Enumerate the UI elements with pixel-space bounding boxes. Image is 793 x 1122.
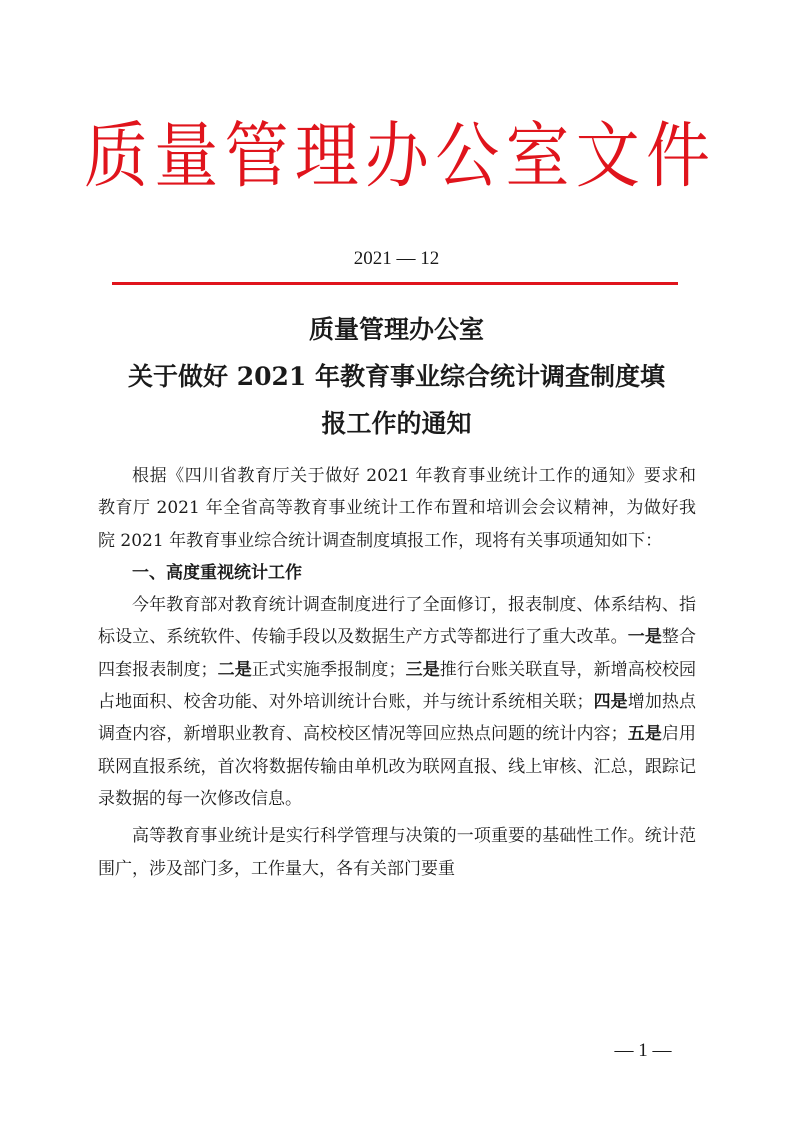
document-number: 2021 — 12 (353, 248, 440, 269)
masthead-char: 量 (154, 115, 219, 199)
keyword-4: 四是 (593, 692, 628, 713)
keyword-3: 三是 (405, 659, 440, 680)
red-divider (112, 282, 678, 285)
title-line-2: 关于做好 2021 年教育事业综合统计调查制度填 (128, 362, 665, 391)
masthead-char: 质 (84, 115, 148, 199)
masthead-char: 室 (505, 115, 570, 199)
masthead-char: 管 (224, 115, 289, 199)
paragraph-text: 正式实施季报制度； (251, 659, 406, 680)
masthead-char: 文 (575, 115, 640, 199)
masthead-char: 件 (646, 115, 710, 199)
reform-paragraph (98, 589, 696, 815)
paragraph-text: 整合四套报表制度； (98, 627, 697, 680)
masthead (84, 112, 710, 202)
keyword-5: 五是 (627, 724, 662, 745)
paragraph-text: 今年教育部对教育统计调查制度进行了全面修订，报表制度、体系结构、指标设立、系统软件、传输手段以及数据生产方式等都进行了重大改革。 (98, 595, 696, 648)
page-number: — 1 — (614, 1040, 672, 1061)
masthead-char: 理 (294, 115, 359, 199)
paragraph-text: 推行台账关联直导，新增高校校园占地面积、校舍功能、对外培训统计台账，并与统计系统相关联； (98, 659, 697, 713)
section-heading: 一、高度重视统计工作 (132, 562, 302, 583)
masthead-char: 公 (435, 115, 500, 199)
title-line-3: 报工作的通知 (321, 409, 472, 438)
paragraph-text: 启用联网直报系统，首次将数据传输由单机改为联网直报、线上审核、汇总，跟踪记录数据的每一次修改信息。 (98, 724, 697, 809)
importance-paragraph: 高等教育事业统计是实行科学管理与决策的一项重要的基础性工作。统计范围广，涉及部门多，工作量大，各有关部门要重 (98, 826, 696, 879)
intro-paragraph: 根据《四川省教育厅关于做好 2021 年教育事业统计工作的通知》要求和教育厅 2021 年全省高等教育事业统计工作布置和培训会会议精神，为做好我院 2021 年教育事业综合统计调查制度填报工作，现将有关事项通知如下： (98, 466, 696, 551)
paragraph-text: 增加热点调查内容，新增职业教育、高校校区情况等回应热点问题的统计内容； (98, 692, 697, 745)
title-line-1: 质量管理办公室 (308, 315, 484, 344)
document-body (98, 460, 696, 885)
keyword-2: 二是 (217, 659, 252, 680)
masthead-char: 办 (365, 115, 429, 199)
keyword-1: 一是 (627, 627, 662, 648)
